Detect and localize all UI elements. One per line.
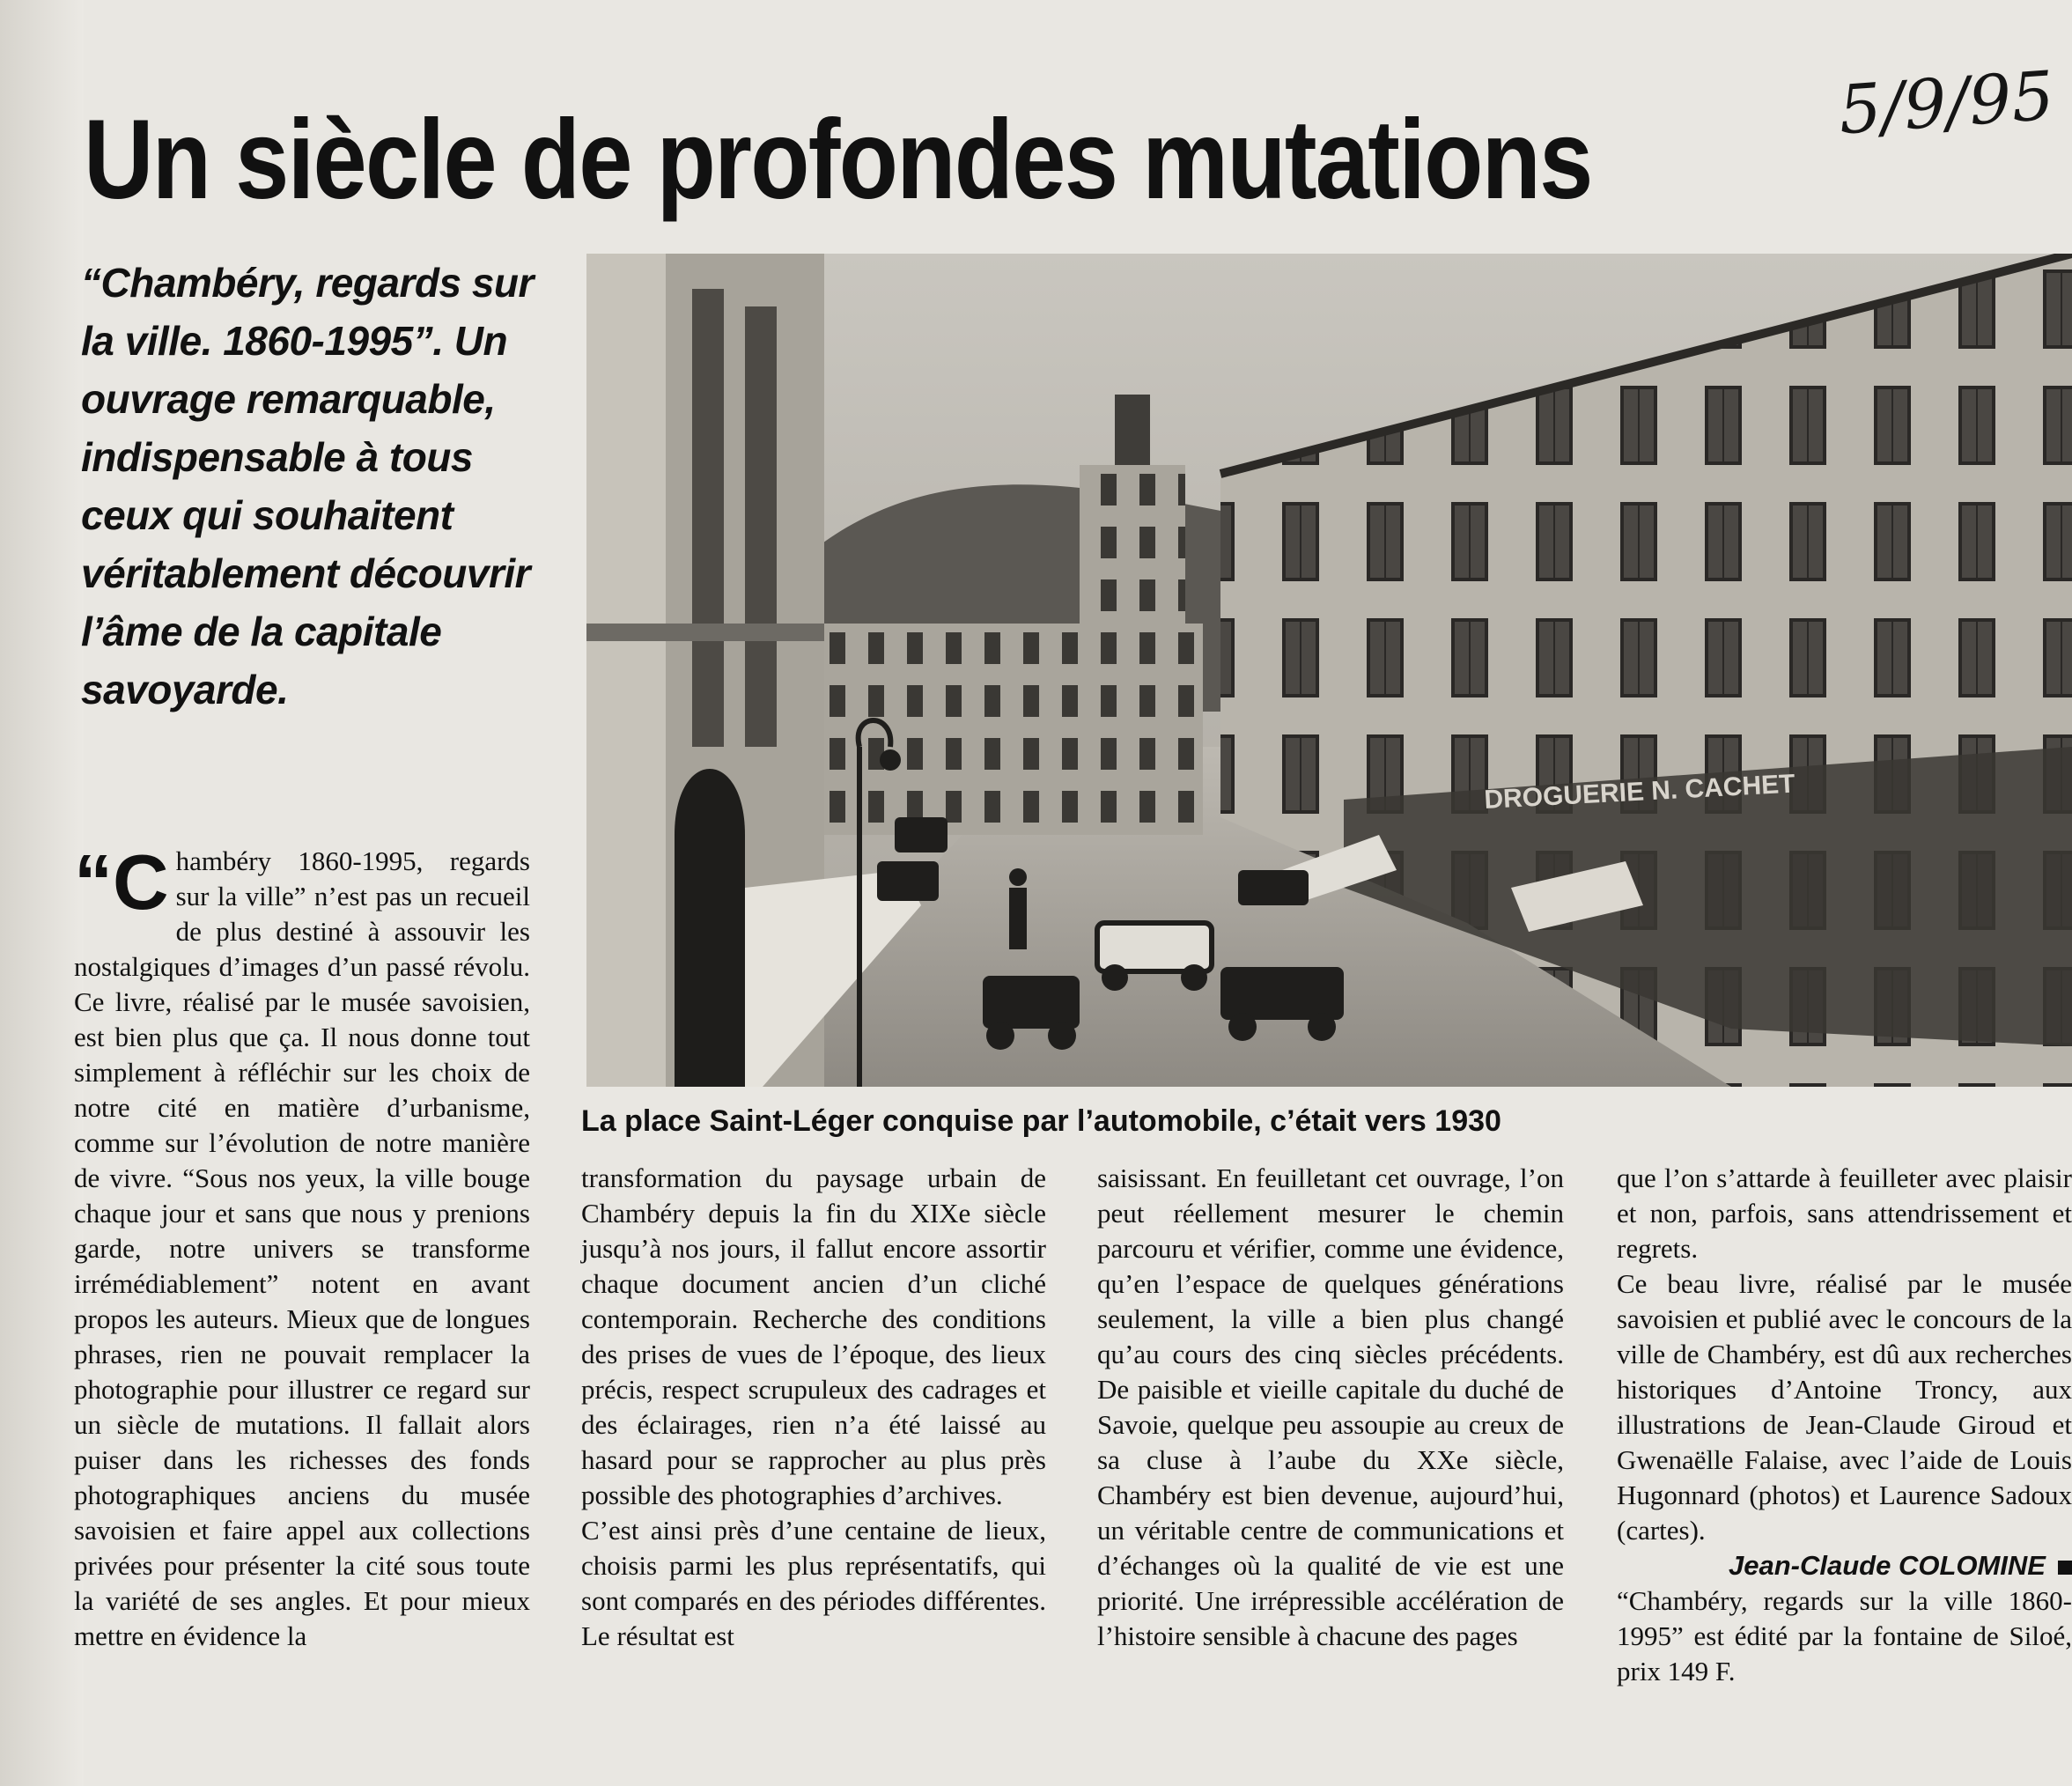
column-3-text: saisissant. En feuilletant cet ouvrage, l’on peut réellement mesurer le chemin parcouru et vérifier, comme une évidence, qu’en l’espace de quelques générations seulement, la ville a bien plus changé qu’au cours des cinq siècles précédents. De paisible et vieille capitale du duché de Savoie, quelque peu assoupie au creux de sa cluse à l’aube du XXe siècle, Chambéry est bien devenue, aujourd’hui, un véritable centre de communications et d’échanges où la qualité de vie est une priorité. Une irrépressible accélération de l’histoire sensible à chacune des pages [1097,1162,1564,1651]
headline: Un siècle de profondes mutations [84,97,1592,223]
photo-caption: La place Saint-Léger conquise par l’automobile, c’était vers 1930 [581,1104,1501,1138]
column-4-text-b: Ce beau livre, réalisé par le musée savoisien et publié avec le concours de la ville de Chambéry, est dû aux recherches historiques d’Antoine Troncy, aux illustrations de Jean-Claude Giroud et Gwenaëlle Falaise, avec l’aide de Louis Hugonnard (photos) et Laurence Sadoux (cartes). [1617,1268,2072,1546]
book-footnote: “Chambéry, regards sur la ville 1860-1995” est édité par la fontaine de Siloé, prix 149 F. [1617,1585,2072,1686]
column-2 [581,1161,1046,1654]
photo-pedestrian [1009,888,1027,949]
column-1 [74,838,530,1654]
scan-edge [0,0,84,1786]
column-4 [1617,1161,2072,1689]
dropcap: “C [74,838,169,926]
column-2-text-b: C’est ainsi près d’une centaine de lieux, choisis parmi les plus représentatifs, qui sont comparés en des périodes différentes. Le résultat est [581,1515,1046,1651]
handwritten-date: 5/9/95 [1836,55,2057,150]
street-photo [586,254,2072,1087]
byline: Jean-Claude COLOMINE [1617,1548,2072,1583]
column-3 [1097,1161,1564,1654]
photo-tower [1080,465,1185,835]
column-4-text-a: que l’on s’attarde à feuilleter avec plaisir et non, parfois, sans attendrissement et regrets. [1617,1162,2072,1264]
photo-shop-sign: DROGUERIE N. CACHET [1483,769,1796,815]
lede: “Chambéry, regards sur la ville. 1860-1995”. Un ouvrage remarquable, indispensable à tous ceux qui souhaitent véritablement découvrir l’âme de la capitale savoyarde. [81,260,534,712]
end-mark-icon [2058,1561,2072,1575]
column-1-text: hambéry 1860-1995, regards sur la ville” n’est pas un recueil de plus destiné à assouvir les nostalgiques d’images d’un passé révolu. Ce livre, réalisé par le musée savoisien, est bien plus que ça. Il nous donne tout simplement à réfléchir sur les choix de notre cité en matière d’urbanisme, comme sur l’évolution de notre manière de vivre. “Sous nos yeux, la ville bouge chaque jour et sans que nous y prenions garde, notre univers se transforme irrémédiablement” notent en avant propos les auteurs. Mieux que de longues phrases, rien ne pouvait remplacer la photographie pour illustrer ce regard sur un siècle de mutations. Il fallait alors puiser dans les richesses des fonds photographiques anciens du musée savoisien et faire appel aux collections privées pour présenter la cité sous toute la variété de ses angles. Et pour mieux mettre en évidence la [74,845,530,1651]
column-2-text-a: transformation du paysage urbain de Chambéry depuis la fin du XIXe siècle jusqu’à nos jours, il fallut encore assortir chaque document ancien d’un cliché contemporain. Recherche des conditions des prises de vues de l’époque, des lieux précis, respect scrupuleux des cadrages et des éclairages, rien n’a été laissé au hasard pour se rapprocher au plus près possible des photographies d’archives. [581,1162,1046,1510]
